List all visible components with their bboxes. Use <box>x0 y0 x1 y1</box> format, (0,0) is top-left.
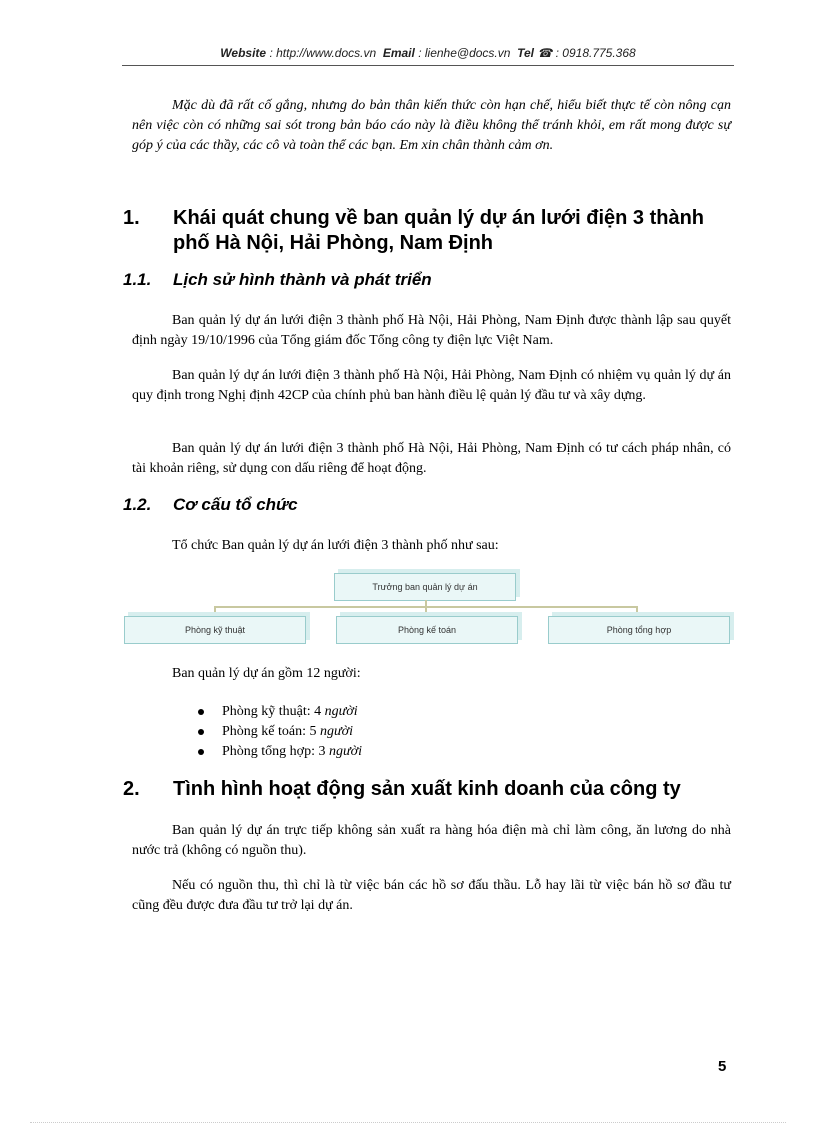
header-divider <box>122 65 734 66</box>
list-item: Phòng kỹ thuật: 4 người <box>196 702 362 722</box>
section-title: Lịch sử hình thành và phát triển <box>173 270 432 289</box>
org-intro: Tổ chức Ban quản lý dự án lưới điện 3 thành phố như sau: <box>172 538 499 553</box>
section-number: 1.2. <box>123 495 152 514</box>
staff-list <box>196 702 362 762</box>
org-dept-box: Phòng kỹ thuật <box>124 616 306 644</box>
section-number: 2. <box>123 778 140 800</box>
intro-paragraph: Mặc dù đã rất cố gắng, nhưng do bản thân kiến thức còn hạn chế, hiểu biết thực tế còn nông cạn nên việc còn có những sai sót trong bản báo cáo này là điều không thể tránh khỏi, em rất mong được sự góp ý của các thầy, các cô và toàn thể các bạn. Em xin chân thành cảm ơn. <box>132 98 731 153</box>
org-dept-box: Phòng kế toán <box>336 616 518 644</box>
website-label: Website <box>220 46 267 60</box>
section-number: 1.1. <box>123 270 152 289</box>
page-number: 5 <box>718 1058 727 1075</box>
paragraph: Ban quản lý dự án lưới điện 3 thành phố Hà Nội, Hải Phòng, Nam Định có tư cách pháp nhân, có tài khoản riêng, sử dụng con dấu riêng để hoạt động. <box>132 441 731 476</box>
list-item: Phòng kế toán: 5 người <box>196 722 362 742</box>
paragraph: Ban quản lý dự án trực tiếp không sản xuất ra hàng hóa điện mà chỉ làm công, ăn lương do nhà nước trả (không có nguồn thu). <box>132 823 731 858</box>
connector-line <box>425 606 427 616</box>
section-title: Khái quát chung về ban quản lý dự án lưới điện 3 thành phố Hà Nội, Hải Phòng, Nam Định <box>173 207 705 254</box>
org-dept-box: Phòng tổng hợp <box>548 616 730 644</box>
tel-value: ☎ : 0918.775.368 <box>537 46 636 60</box>
connector-line <box>214 606 216 616</box>
section-1-1-heading <box>123 269 743 291</box>
website-value: : http://www.docs.vn <box>269 46 377 60</box>
staff-intro: Ban quản lý dự án gồm 12 người: <box>172 666 361 681</box>
paragraph: Nếu có nguồn thu, thì chỉ là từ việc bán các hồ sơ đấu thầu. Lỗ hay lãi từ việc bán hồ sơ đầu tư cũng đều được đưa đầu tư trở lại dự án. <box>132 878 731 913</box>
tel-label: Tel <box>517 46 534 60</box>
section-1-2-heading <box>123 494 743 516</box>
section-number: 1. <box>123 207 140 229</box>
connector-line <box>636 606 638 616</box>
paragraph: Ban quản lý dự án lưới điện 3 thành phố Hà Nội, Hải Phòng, Nam Định được thành lập sau quyết định ngày 19/10/1996 của Tổng giám đốc Tổng công ty điện lực Việt Nam. <box>132 313 731 348</box>
paragraph: Ban quản lý dự án lưới điện 3 thành phố Hà Nội, Hải Phòng, Nam Định có nhiệm vụ quản lý dự án quy định trong Nghị định 42CP của chính phủ ban hành điều lệ quản lý đầu tư và xây dựng. <box>132 368 731 403</box>
email-value: : lienhe@docs.vn <box>418 46 511 60</box>
section-title: Cơ cấu tổ chức <box>173 495 298 514</box>
section-2-heading <box>123 777 743 802</box>
list-item: Phòng tổng hợp: 3 người <box>196 742 362 762</box>
org-head-box: Trưởng ban quản lý dự án <box>334 573 516 601</box>
page-header <box>122 46 734 60</box>
section-1-heading <box>123 206 743 256</box>
email-label: Email <box>382 46 415 60</box>
section-title: Tình hình hoạt động sản xuất kinh doanh của công ty <box>173 778 681 800</box>
